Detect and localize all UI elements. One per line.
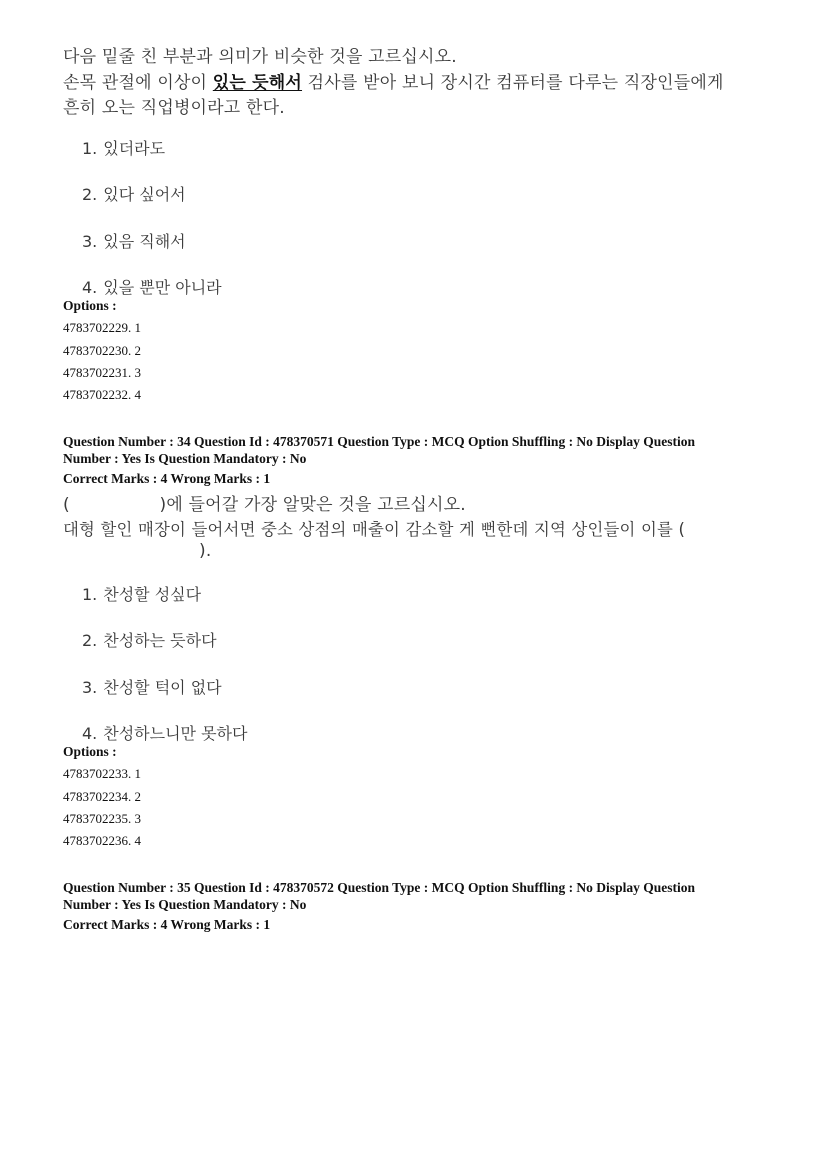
choice-text: 찬성할 성싶다 <box>103 585 202 604</box>
q33-sentence-line1 <box>63 68 724 93</box>
choice-number: 2. <box>82 185 98 204</box>
q34-header-line2: Number : Yes Is Question Mandatory : No <box>63 451 307 466</box>
choice-text: 있더라도 <box>103 139 166 158</box>
q35-marks: Correct Marks : 4 Wrong Marks : 1 <box>63 917 271 932</box>
choice-text: 있을 뿐만 아니라 <box>103 278 222 297</box>
choice-text: 있음 직해서 <box>103 232 186 251</box>
q34-sentence-line2: ). <box>199 541 212 561</box>
q34-option-id-4: 4783702236. 4 <box>63 833 141 848</box>
q33-choice-1 <box>82 136 165 159</box>
q33-sentence-before: 손목 관절에 이상이 <box>63 73 213 93</box>
q34-header-line1: Question Number : 34 Question Id : 478370571 Question Type : MCQ Option Shuffling : No Display Question <box>63 434 695 449</box>
choice-text: 찬성할 턱이 없다 <box>103 678 222 697</box>
q34-instruction: ( )에 들어갈 가장 알맞은 것을 고르십시오. <box>63 495 466 515</box>
q33-option-id-2: 4783702230. 2 <box>63 343 141 358</box>
q33-choice-4 <box>82 275 222 298</box>
q33-sentence-after: 검사를 받아 보니 장시간 컴퓨터를 다루는 직장인들에게 <box>302 73 724 93</box>
q34-option-id-2: 4783702234. 2 <box>63 789 141 804</box>
q33-sentence-line2: 흔히 오는 직업병이라고 한다. <box>63 98 285 118</box>
choice-number: 4. <box>82 278 98 297</box>
q33-options-label: Options : <box>63 298 117 313</box>
q34-option-id-1: 4783702233. 1 <box>63 766 141 781</box>
choice-number: 3. <box>82 232 98 251</box>
q35-header-line1: Question Number : 35 Question Id : 478370572 Question Type : MCQ Option Shuffling : No Display Question <box>63 880 695 895</box>
choice-text: 있다 싶어서 <box>103 185 186 204</box>
choice-number: 2. <box>82 631 98 650</box>
q33-option-id-3: 4783702231. 3 <box>63 365 141 380</box>
q34-options-label: Options : <box>63 744 117 759</box>
choice-text: 찬성하느니만 못하다 <box>103 724 248 743</box>
choice-number: 1. <box>82 139 98 158</box>
q34-choice-2 <box>82 628 217 651</box>
q34-option-id-3: 4783702235. 3 <box>63 811 141 826</box>
q33-instruction: 다음 밑줄 친 부분과 의미가 비슷한 것을 고르십시오. <box>63 47 457 67</box>
q33-choice-2 <box>82 182 186 205</box>
q33-option-id-4: 4783702232. 4 <box>63 387 141 402</box>
q33-underlined-phrase: 있는 듯해서 <box>212 73 303 93</box>
choice-number: 4. <box>82 724 98 743</box>
q34-marks: Correct Marks : 4 Wrong Marks : 1 <box>63 471 271 486</box>
q33-option-id-1: 4783702229. 1 <box>63 320 141 335</box>
q34-sentence-line1: 대형 할인 매장이 들어서면 중소 상점의 매출이 감소할 게 뻔한데 지역 상인들이 이를 ( <box>63 520 686 539</box>
choice-number: 3. <box>82 678 98 697</box>
q34-choice-1 <box>82 582 201 605</box>
q34-choice-4 <box>82 721 247 744</box>
q33-choice-3 <box>82 229 186 252</box>
choice-text: 찬성하는 듯하다 <box>103 631 217 650</box>
q35-header-line2: Number : Yes Is Question Mandatory : No <box>63 897 307 912</box>
choice-number: 1. <box>82 585 98 604</box>
q34-choice-3 <box>82 675 222 698</box>
